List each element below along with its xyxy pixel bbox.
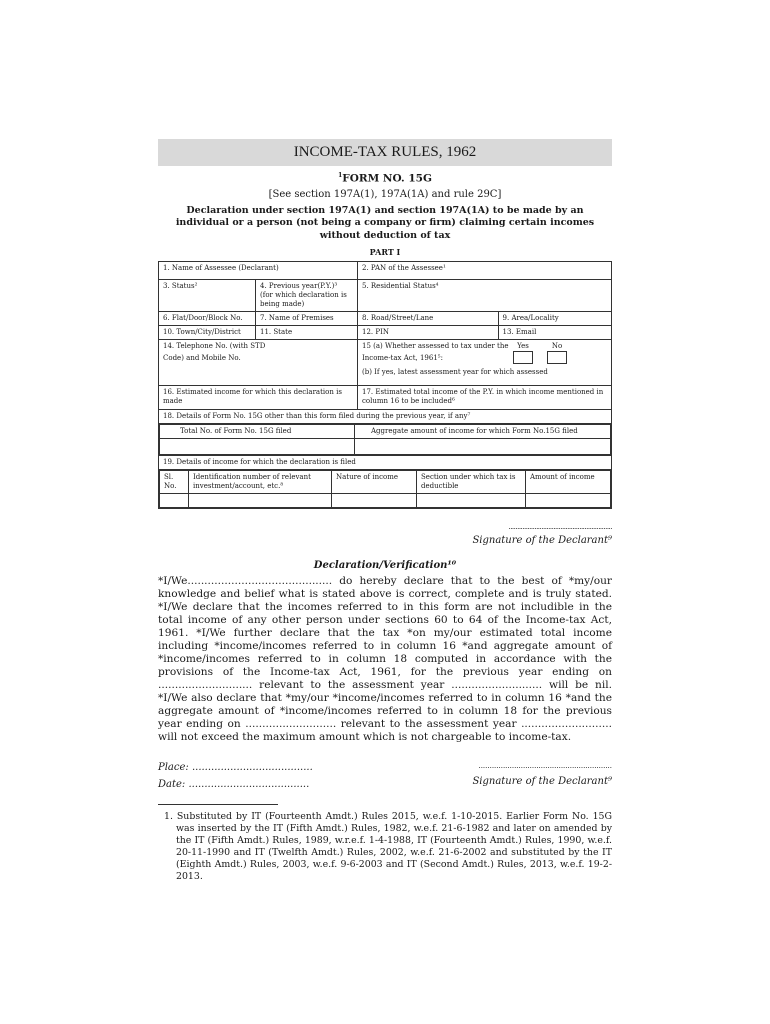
field-premises[interactable]: 7. Name of Premises [256,312,358,326]
table-row[interactable] [160,494,611,508]
footer-signature-line[interactable]: ............................................................ [478,762,612,770]
field-state[interactable]: 11. State [256,326,358,340]
signature-line[interactable]: ............................................................ [508,523,612,531]
footnote-divider [158,804,278,805]
yes-checkbox[interactable] [513,351,533,364]
form-page [158,139,612,883]
field-town[interactable]: 10. Town/City/District [159,326,256,340]
field-assessed: 15 (a) Whether assessed to tax under the Income-tax Act, 1961⁵: Yes No (b) If yes, latest assessment year for which assessed [358,340,612,386]
total-forms-label: Total No. of Form No. 15G filed [160,425,355,439]
declaration-heading: Declaration under section 197A(1) and section 197A(1A) to be made by an individual or a person (not being a company or firm) claiming certain incomes without deduction of tax [175,204,595,241]
col-amount: Amount of income [526,471,611,494]
latest-assessment-year[interactable]: (b) If yes, latest assessment year for which assessed [362,368,548,376]
place-field[interactable]: Place: ...................................... [158,762,313,773]
verification-title: Declaration/Verification¹⁰ [313,560,457,571]
field-road[interactable]: 8. Road/Street/Lane [358,312,499,326]
field-previous-year[interactable]: 4. Previous year(P.Y.)³ (for which declaration is being made) [256,280,358,312]
date-field[interactable]: Date: ...................................... [158,779,310,790]
no-checkbox[interactable] [547,351,567,364]
total-forms-input[interactable] [160,439,355,455]
col-sl-no: Sl. No. [160,471,189,494]
yes-label: Yes [517,342,529,350]
footer-signature-label: Signature of the Declarant⁹ [472,776,612,787]
aggregate-amount-label: Aggregate amount of income for which Form No.15G filed [355,425,611,439]
footnote: 1. Substituted by IT (Fourteenth Amdt.) Rules 2015, w.e.f. 1-10-2015. Earlier Form No. 15G was inserted by the IT (Fifth Amdt.) Rules, 1982, w.e.f. 21-6-1982 and later on amended by the IT (Fifth Amdt.) Rules, 1989, w.r.e.f. 1-4-1988, IT (Fourteenth Amdt.) Rules, 1990, w.e.f. 20-11-1990 and IT (Twelfth Amdt.) Rules, 2002, w.e.f. 21-6-2002 and substituted by the IT (Eighth Amdt.) Rules, 2003, w.e.f. 9-6-2003 and IT (Second Amdt.) Rules, 2013, w.e.f. 19-2-2013. [164,811,612,882]
field-area[interactable]: 9. Area/Locality [498,312,611,326]
field-name-of-assessee[interactable]: 1. Name of Assessee (Declarant) [159,262,358,280]
form-number: $^1$FORM NO. 15G [338,172,432,185]
col-nature: Nature of income [332,471,417,494]
rules-title: INCOME-TAX RULES, 1962 [158,139,612,166]
field-estimated-income[interactable]: 16. Estimated income for which this declaration is made [159,386,358,410]
part-label: PART I [369,247,401,257]
field-pin[interactable]: 12. PIN [358,326,499,340]
field-other-forms-heading: 18. Details of Form No. 15G other than this form filed during the previous year, if any⁷ [159,410,612,424]
field-flat-no[interactable]: 6. Flat/Door/Block No. [159,312,256,326]
field-email[interactable]: 13. Email [498,326,611,340]
field-residential-status[interactable]: 5. Residential Status⁴ [358,280,612,312]
no-label: No [551,342,563,350]
aggregate-amount-input[interactable] [355,439,611,455]
field-estimated-total-income[interactable]: 17. Estimated total income of the P.Y. in which income mentioned in column 16 to be included⁶ [358,386,612,410]
col-section: Section under which tax is deductible [417,471,526,494]
field-pan[interactable]: 2. PAN of the Assessee¹ [358,262,612,280]
field-income-details-heading: 19. Details of income for which the declaration is filed [159,456,612,470]
field-status[interactable]: 3. Status² [159,280,256,312]
col-identification: Identification number of relevant investment/account, etc.⁸ [189,471,332,494]
section-reference: [See section 197A(1), 197A(1A) and rule 29C] [268,188,502,200]
form-table [158,261,612,509]
verification-text: *I/We........................................... do hereby declare that to the best of *my/our knowledge and belief what is stated above is correct, complete and is truly stated. *I/We declare that the incomes referred to in this form are not includible in the total income of any other person under sections 60 to 64 of the Income-tax Act, 1961. *I/We further declare that the tax *on my/our estimated total income including *income/incomes referred to in column 16 *and aggregate amount of *income/incomes referred to in column 18 computed in accordance with the provisions of the Income-tax Act, 1961, for the previous year ending on ............................ relevant to the assessment year ........................... will be nil. *I/We also declare that *my/our *income/incomes referred to in column 16 *and the aggregate amount of *income/incomes referred to in column 18 for the previous year ending on ........................... relevant to the assessment year ........................... will not exceed the maximum amount which is not chargeable to income-tax. [158,575,612,743]
signature-label: Signature of the Declarant⁹ [472,535,612,546]
field-telephone[interactable]: 14. Telephone No. (with STD Code) and Mobile No. [159,340,358,386]
